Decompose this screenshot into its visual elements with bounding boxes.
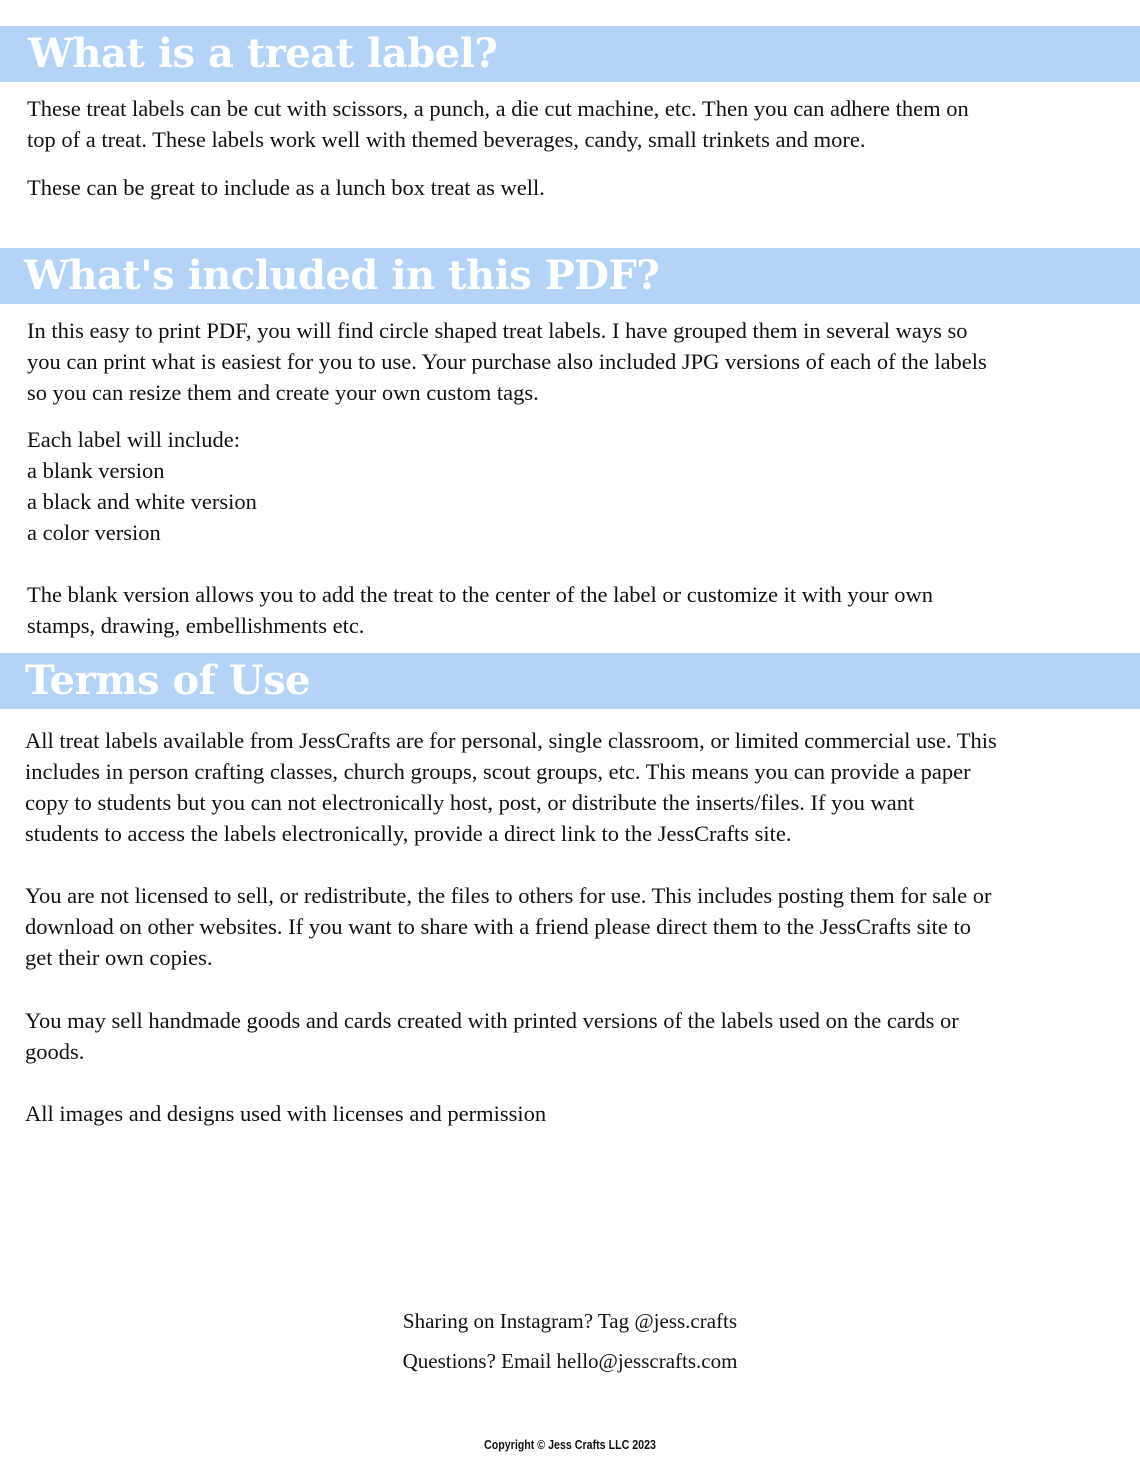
section-header-band [0, 26, 1140, 82]
text-line: get their own copies. [25, 945, 213, 970]
text-line: goods. [25, 1039, 85, 1064]
section-heading-treat-label: What is a treat label? [28, 30, 498, 77]
list-item: a color version [27, 520, 161, 545]
text-line: you can print what is easiest for you to use. Your purchase also included JPG versions of each of the labels [27, 349, 987, 374]
text-line: download on other websites. If you want to share with a friend please direct them to the JessCrafts site to [25, 914, 972, 939]
text-line: These treat labels can be cut with scissors, a punch, a die cut machine, etc. Then you can adhere them on [27, 96, 969, 121]
terms-paragraph-redistribution [25, 880, 992, 973]
section-header-band [0, 653, 1140, 709]
treat-label-description [27, 93, 969, 155]
copyright-notice: Copyright © Jess Crafts LLC 2023 [484, 1437, 656, 1452]
list-item: a blank version [27, 458, 165, 483]
section-header-band [0, 248, 1140, 304]
blank-version-description [27, 579, 933, 641]
text-line: You may sell handmade goods and cards created with printed versions of the labels used on the cards or [25, 1008, 959, 1033]
text-line: includes in person crafting classes, church groups, scout groups, etc. This means you can provide a paper [25, 759, 971, 784]
list-intro: Each label will include: [27, 427, 241, 452]
text-line: The blank version allows you to add the treat to the center of the label or customize it with your own [27, 582, 933, 607]
text-line: In this easy to print PDF, you will find circle shaped treat labels. I have grouped them in several ways so [27, 318, 968, 343]
text-line: top of a treat. These labels work well with themed beverages, candy, small trinkets and more. [27, 127, 866, 152]
instagram-note: Sharing on Instagram? Tag @jess.crafts [402, 1309, 738, 1333]
label-versions-list [27, 424, 257, 548]
included-description [27, 315, 987, 408]
lunch-box-note: These can be great to include as a lunch box treat as well. [27, 175, 545, 200]
terms-paragraph-licenses: All images and designs used with licenses and permission [25, 1101, 547, 1126]
text-line: stamps, drawing, embellishments etc. [27, 613, 365, 638]
text-line: students to access the labels electronically, provide a direct link to the JessCrafts site. [25, 821, 792, 846]
text-line: copy to students but you can not electronically host, post, or distribute the inserts/files. If you want [25, 790, 915, 815]
terms-paragraph-handmade [25, 1005, 959, 1067]
text-line: All treat labels available from JessCrafts are for personal, single classroom, or limited commercial use. This [25, 728, 997, 753]
section-heading-included: What's included in this PDF? [24, 252, 660, 299]
terms-paragraph-usage [25, 725, 997, 849]
text-line: You are not licensed to sell, or redistribute, the files to others for use. This includes posting them for sale or [25, 883, 992, 908]
section-heading-terms: Terms of Use [25, 657, 311, 704]
list-item: a black and white version [27, 489, 257, 514]
text-line: so you can resize them and create your own custom tags. [27, 380, 539, 405]
contact-email: Questions? Email hello@jesscrafts.com [402, 1349, 738, 1373]
